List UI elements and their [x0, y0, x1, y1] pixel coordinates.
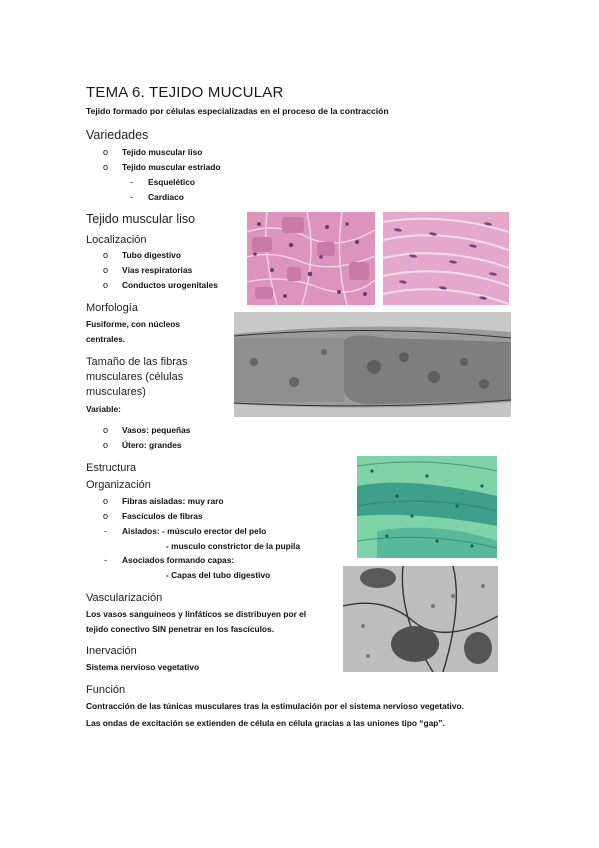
bullet-circle: o — [103, 425, 109, 435]
list-item: Conductos urogenitales — [122, 280, 218, 290]
estructura-heading: Estructura — [86, 462, 137, 474]
tamano-heading-line: musculares) — [86, 386, 146, 398]
funcion-heading: Función — [86, 684, 126, 696]
list-item: Asociados formando capas: — [122, 555, 235, 565]
bullet-dash: - — [104, 555, 107, 565]
list-item: Vías respiratorias — [122, 265, 193, 275]
list-item: - Capas del tubo digestivo — [166, 570, 271, 580]
bullet-dash: - — [130, 177, 133, 187]
electron-micrograph-cross-section-image — [343, 566, 498, 672]
vascularizacion-heading: Vascularización — [86, 592, 163, 604]
electron-micrograph-fiber-image — [234, 312, 511, 417]
inervacion-heading: Inervación — [86, 645, 137, 657]
list-item: Vasos: pequeñas — [122, 425, 191, 435]
histology-cross-section-image — [247, 212, 375, 305]
list-item: Aislados: - músculo erector del pelo — [122, 526, 267, 536]
tamano-heading-line: musculares (células — [86, 371, 184, 383]
bullet-circle: o — [103, 162, 109, 172]
list-item: - musculo constrictor de la pupila — [166, 541, 301, 551]
funcion-line: Las ondas de excitación se extienden de célula en célula gracias a las uniones tipo “gap”. — [86, 718, 445, 728]
vascularizacion-line: Los vasos sanguíneos y linfáticos se distribuyen por el — [86, 609, 307, 619]
list-item: Tubo digestivo — [122, 250, 181, 260]
green-stain-histology-image — [357, 456, 497, 558]
morfologia-heading: Morfología — [86, 302, 138, 314]
list-item: Útero: grandes — [122, 440, 182, 450]
list-item: Tejido muscular estriado — [122, 162, 221, 172]
bullet-circle: o — [103, 265, 109, 275]
bullet-circle: o — [103, 280, 109, 290]
bullet-dash: - — [104, 526, 107, 536]
vascularizacion-line: tejido conectivo SIN penetrar en los fascículos. — [86, 624, 275, 634]
funcion-line: Contracción de las túnicas musculares tras la estimulación por el sistema nervioso vegetativo. — [86, 701, 464, 711]
page-title: TEMA 6. TEJIDO MUCULAR — [86, 84, 284, 101]
list-item: Fascículos de fibras — [122, 511, 203, 521]
list-item: Fibras aisladas: muy raro — [122, 496, 224, 506]
bullet-circle: o — [103, 147, 109, 157]
list-item: Esquelético — [148, 177, 196, 187]
list-item: Tejido muscular liso — [122, 147, 203, 157]
morfologia-line: centrales. — [86, 334, 126, 344]
variable-label: Variable: — [86, 404, 121, 414]
tamano-heading-line: Tamaño de las fibras — [86, 356, 188, 368]
histology-longitudinal-image — [383, 212, 509, 305]
page-subtitle: Tejido formado por células especializadas en el proceso de la contracción — [86, 106, 389, 116]
organizacion-heading: Organización — [86, 479, 151, 491]
liso-heading: Tejido muscular liso — [86, 212, 196, 226]
bullet-circle: o — [103, 511, 109, 521]
inervacion-text: Sistema nervioso vegetativo — [86, 662, 200, 672]
bullet-dash: - — [130, 192, 133, 202]
bullet-circle: o — [103, 440, 109, 450]
variedades-heading: Variedades — [86, 128, 149, 142]
list-item: Cardiaco — [148, 192, 184, 202]
bullet-circle: o — [103, 496, 109, 506]
bullet-circle: o — [103, 250, 109, 260]
morfologia-line: Fusiforme, con núcleos — [86, 319, 181, 329]
localizacion-heading: Localización — [86, 234, 147, 246]
